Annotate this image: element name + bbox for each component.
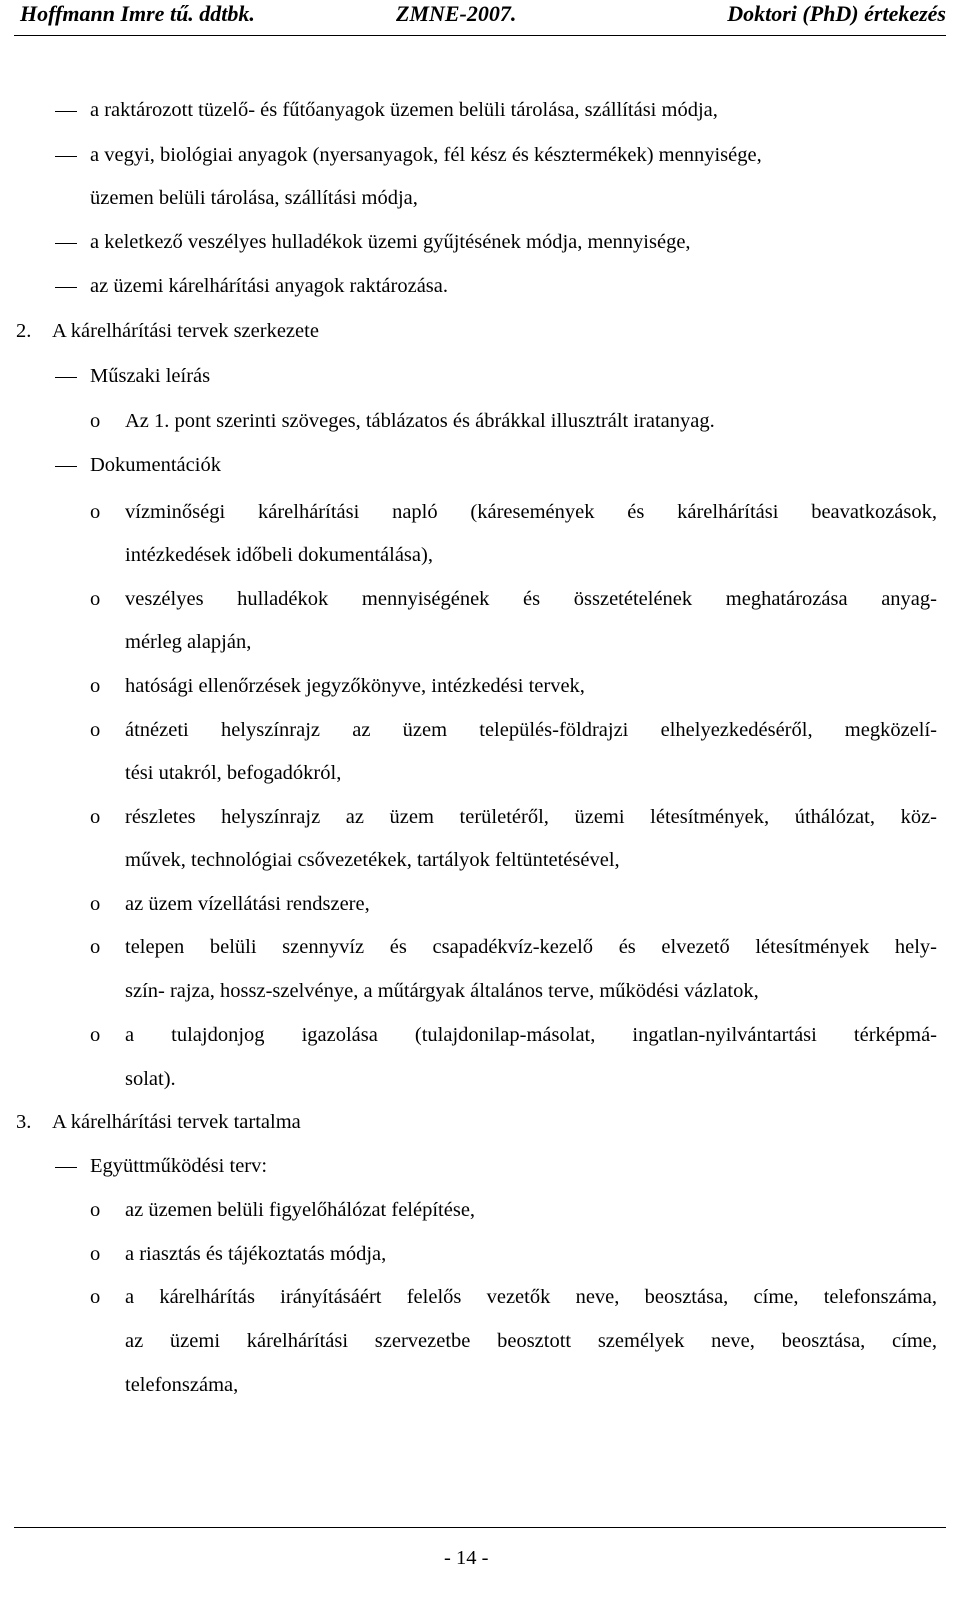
sub-item-continuation: intézkedések időbeli dokumentálása), <box>125 544 433 566</box>
o-bullet: o <box>90 1286 101 1308</box>
list-item: az üzemi kárelhárítási anyagok raktározása. <box>90 275 448 297</box>
page-header <box>0 0 960 40</box>
sub-item: átnézeti helyszínrajz az üzem település-földrajzi elhelyezkedéséről, megközelí- <box>125 719 937 741</box>
o-bullet: o <box>90 1243 101 1265</box>
list-item: Műszaki leírás <box>90 365 211 387</box>
list-item: Együttműködési terv: <box>90 1155 268 1177</box>
o-bullet: o <box>90 893 101 915</box>
sub-item-continuation: tési utakról, befogadókról, <box>125 762 342 784</box>
header-institution: ZMNE-2007. <box>396 1 517 26</box>
sub-item: részletes helyszínrajz az üzem területéről, üzemi létesítmények, úthálózat, köz- <box>125 806 937 828</box>
sub-item: vízminőségi kárelhárítási napló (káresemények és kárelhárítási beavatkozások, <box>125 501 937 523</box>
section-title: A kárelhárítási tervek szerkezete <box>52 320 319 342</box>
sub-item: Az 1. pont szerinti szöveges, táblázatos és ábrákkal illusztrált iratanyag. <box>125 410 715 432</box>
dash-bullet <box>55 287 77 288</box>
list-item: a vegyi, biológiai anyagok (nyersanyagok, fél kész és késztermékek) mennyisége, <box>90 144 762 166</box>
list-item-continuation: üzemen belüli tárolása, szállítási módja, <box>90 187 418 209</box>
o-bullet: o <box>90 936 101 958</box>
sub-item: veszélyes hulladékok mennyiségének és összetételének meghatározása anyag- <box>125 588 937 610</box>
o-bullet: o <box>90 588 101 610</box>
o-bullet: o <box>90 1024 101 1046</box>
o-bullet: o <box>90 675 101 697</box>
o-bullet: o <box>90 806 101 828</box>
footer-rule <box>14 1527 946 1528</box>
page-number: - 14 - <box>444 1547 489 1569</box>
section-title: A kárelhárítási tervek tartalma <box>52 1111 301 1133</box>
sub-item-continuation: solat). <box>125 1068 176 1090</box>
header-rule <box>14 35 946 36</box>
sub-item: az üzem vízellátási rendszere, <box>125 893 370 915</box>
dash-bullet <box>55 377 77 378</box>
sub-item: hatósági ellenőrzések jegyzőkönyve, intézkedési tervek, <box>125 675 585 697</box>
list-item: Dokumentációk <box>90 454 221 476</box>
list-item: a raktározott tüzelő- és fűtőanyagok üzemen belüli tárolása, szállítási módja, <box>90 99 718 121</box>
section-number: 3. <box>16 1111 32 1133</box>
sub-item: a tulajdonjog igazolása (tulajdonilap-másolat, ingatlan-nyilvántartási térképmá- <box>125 1024 937 1046</box>
dash-bullet <box>55 243 77 244</box>
dash-bullet <box>55 1167 77 1168</box>
sub-item: az üzemen belüli figyelőhálózat felépítése, <box>125 1199 476 1221</box>
list-item: a keletkező veszélyes hulladékok üzemi gyűjtésének módja, mennyisége, <box>90 231 691 253</box>
o-bullet: o <box>90 501 101 523</box>
header-author: Hoffmann Imre tű. ddtbk. <box>20 1 255 26</box>
sub-item: a kárelhárítás irányításáért felelős vezetők neve, beosztása, címe, telefonszáma, <box>125 1286 937 1308</box>
o-bullet: o <box>90 1199 101 1221</box>
sub-item: telepen belüli szennyvíz és csapadékvíz-kezelő és elvezető létesítmények hely- <box>125 936 937 958</box>
dash-bullet <box>55 466 77 467</box>
sub-item-continuation: szín- rajza, hossz-szelvénye, a műtárgyak általános terve, működési vázlatok, <box>125 980 759 1002</box>
o-bullet: o <box>90 410 101 432</box>
header-doc-type: Doktori (PhD) értekezés <box>727 1 946 26</box>
sub-item-continuation: telefonszáma, <box>125 1374 239 1396</box>
dash-bullet <box>55 111 77 112</box>
sub-item: a riasztás és tájékoztatás módja, <box>125 1243 387 1265</box>
sub-item-continuation: az üzemi kárelhárítási szervezetbe beosztott személyek neve, beosztása, címe, <box>125 1330 937 1352</box>
sub-item-continuation: mérleg alapján, <box>125 631 252 653</box>
dash-bullet <box>55 156 77 157</box>
section-number: 2. <box>16 320 32 342</box>
o-bullet: o <box>90 719 101 741</box>
sub-item-continuation: művek, technológiai csővezetékek, tartályok feltüntetésével, <box>125 849 620 871</box>
